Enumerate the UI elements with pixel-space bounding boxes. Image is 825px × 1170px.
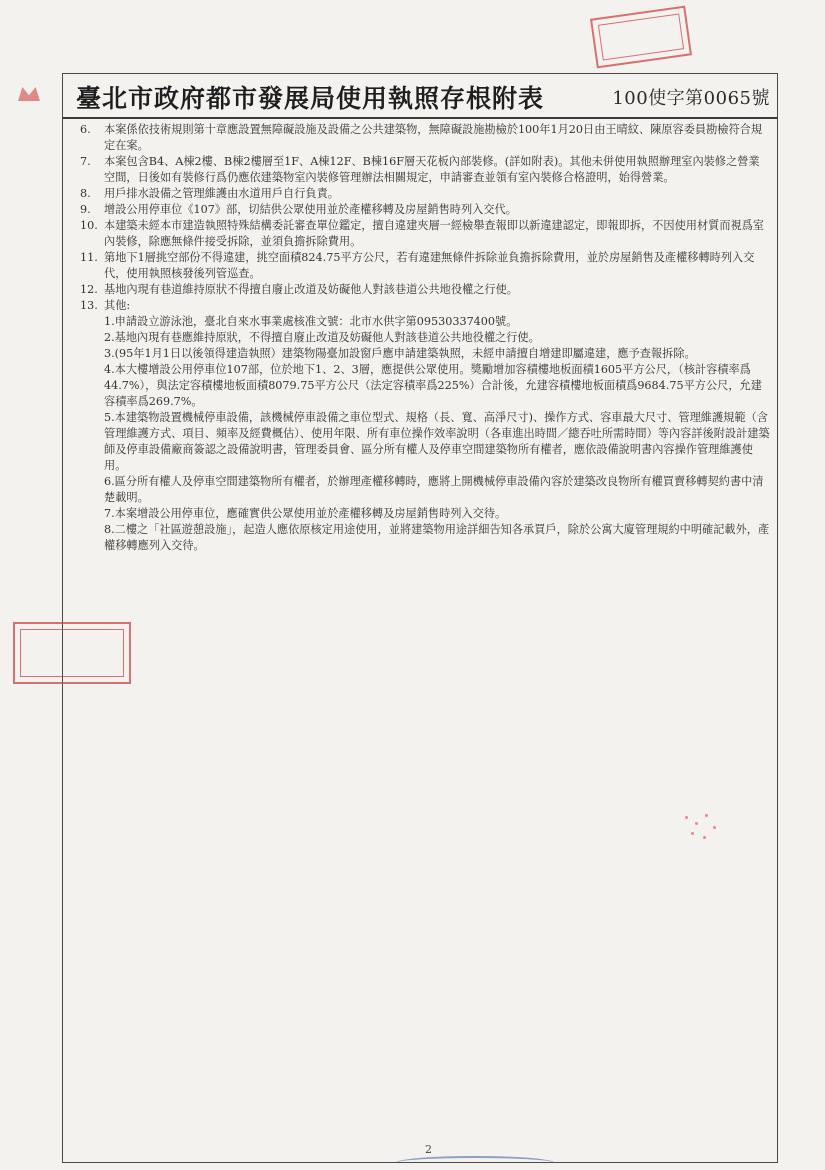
item-text: 第地下1層挑空部份不得違建，挑空面積824.75平方公尺，若有違建無條件拆除並負擔拆除費用，並於房屋銷售及產權移轉時列入交代，使用執照核發後列管巡查。 <box>104 251 755 280</box>
other-note: 3.(95年1月1日以後領得建造執照）建築物陽臺加設窗戶應申請建築執照，未經申請擅自增建即屬違建，應予查報拆除。 <box>104 347 696 360</box>
page-number: 2 <box>425 1143 432 1156</box>
other-note: 2.基地內現有巷應維持原狀，不得擅自廢止改道及妨礙他人對該巷道公共地役權之行使。 <box>104 331 540 344</box>
item-number: 12. <box>80 283 98 296</box>
other-note: 5.本建築物設置機械停車設備，該機械停車設備之車位型式、規格（長、寬、高淨尺寸)、操作方式、容車最大尺寸、管理維護規範（含管理維護方式、項目、頻率及經費概估）、使用年限、所有車位操作效率說明（各車進出時間／總吞吐所需時間）等內容詳後附設計建築師及停車設備廠商簽認之設備說明書，管理委員會、區分所有權人及停車空間建築物所有權者，應依設備說明書內容操作管理維護使用。 <box>104 411 770 472</box>
other-notes <box>80 314 770 554</box>
red-mark <box>18 87 40 101</box>
item-text: 用戶排水設備之管理維護由水道用戶自行負責。 <box>104 187 339 200</box>
item-text: 本建築未經本市建造執照特殊結構委託審查單位鑑定，擅自違建夾層一經檢舉查報即以新違建認定，即報即拆，不因使用材質而視爲室內裝修，除應無條件接受拆除，並須負擔拆除費用。 <box>104 219 765 248</box>
other-note: 7.本案增設公用停車位，應確實供公眾使用並於產權移轉及房屋銷售時列入交待。 <box>104 507 507 520</box>
red-seal-stamp <box>13 622 131 684</box>
item-text: 本案包含B4、A棟2樓、B棟2樓層至1F、A棟12F、B棟16F層天花板內部裝修。(詳如附表)。其他未併使用執照辦理室內裝修之營業空間，日後如有裝修行爲仍應依建築物室內裝修管理辦法相關規定，申請審查並領有室內裝修合格證明，始得營業。 <box>104 155 760 184</box>
item-number: 8. <box>80 187 91 200</box>
document-number: 100使字第0065號 <box>612 88 770 109</box>
other-note: 6.區分所有權人及停車空間建築物所有權者，於辦理產權移轉時，應將上開機械停車設備內容於建築改良物所有權買賣移轉契約書中清楚載明。 <box>104 475 764 504</box>
red-seal-stamp <box>590 6 692 69</box>
other-note: 4.本大樓增設公用停車位107部，位於地下1、2、3層，應提供公眾使用。獎勵增加容積樓地板面積1605平方公尺，（核計容積率爲44.7%），與法定容積樓地板面積8079.75平方公尺（法定容積率爲225%）合計後，允建容積樓地板面積爲9684.75平方公尺，允建容積率爲269.7%。 <box>104 363 762 408</box>
item-number: 9. <box>80 203 91 216</box>
item-text: 增設公用停車位《107》部，切結供公眾使用並於產權移轉及房屋銷售時列入交代。 <box>104 203 517 216</box>
item-text: 基地內現有巷道維持原狀不得擅自廢止改道及妨礙他人對該巷道公共地役權之行使。 <box>104 283 518 296</box>
page-title: 臺北市政府都市發展局使用執照存根附表 <box>76 84 545 113</box>
list-item <box>80 122 770 154</box>
item-number: 11. <box>80 251 98 264</box>
list-item <box>80 282 770 298</box>
list-item <box>80 202 770 218</box>
list-item <box>80 218 770 250</box>
title-bar <box>62 73 778 119</box>
item-number: 6. <box>80 123 91 136</box>
list-item <box>80 298 770 314</box>
other-note: 8.二樓之「社區遊憩設施」，起造人應依原核定用途使用，並將建築物用途詳細告知各承買戶，除於公寓大廈管理規約中明確記載外，產權移轉應列入交待。 <box>104 523 770 552</box>
bottom-ornament <box>395 1156 555 1170</box>
red-dots <box>683 812 723 842</box>
list-item <box>80 154 770 186</box>
list-item <box>80 250 770 282</box>
item-text: 本案係依技術規則第十章應設置無障礙設施及設備之公共建築物，無障礙設施勘檢於100年1月20日由王晴紋、陳原容委員勘檢符合規定在案。 <box>104 123 763 152</box>
notes-list <box>80 122 770 554</box>
item-text: 其他: <box>104 299 131 312</box>
other-note: 1.申請設立游泳池，臺北自來水事業處核准文號：北市水供字第09530337400號。 <box>104 315 518 328</box>
item-number: 13. <box>80 299 98 312</box>
item-number: 7. <box>80 155 91 168</box>
item-number: 10. <box>80 219 98 232</box>
list-item <box>80 186 770 202</box>
